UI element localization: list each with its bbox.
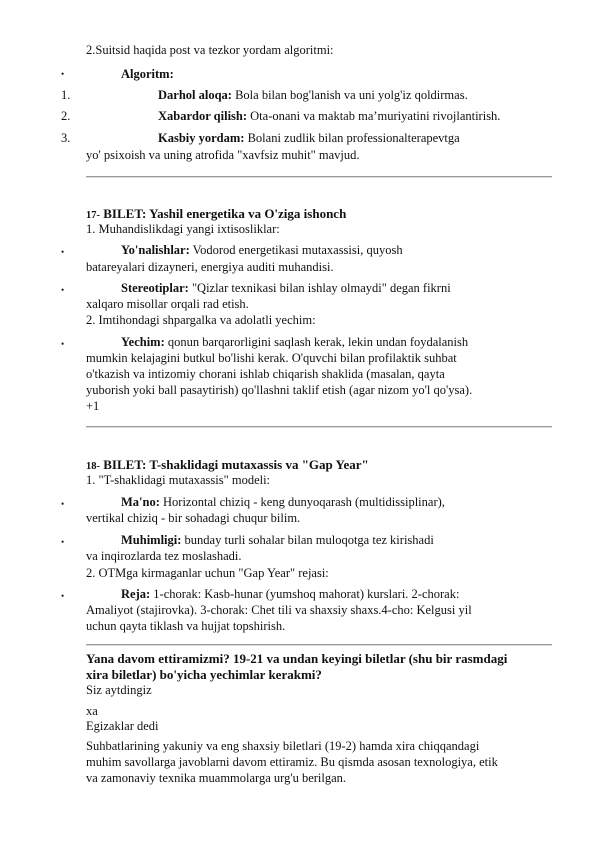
bullet-continuation: xalqaro misollar orqali rad etish.: [86, 297, 249, 311]
bullet-item: Muhimligi: bunday turli sohalar bilan muloqotga tez kirishadi: [121, 533, 434, 547]
bullet-continuation: yuborish yoki ball pasaytirish) qo'llashni taklif etish (agar nizom yo'l qo'ysa).: [86, 383, 473, 397]
section-intro: 2.Suitsid haqida post va tezkor yordam algoritmi:: [86, 43, 334, 57]
list-item-continuation: yo' psixoish va uning atrofida "xavfsiz muhit" mavjud.: [86, 148, 360, 162]
bullet-item: Stereotiplar: "Qizlar texnikasi bilan ishlay olmaydi" degan fikrni: [121, 281, 451, 295]
list-item: Kasbiy yordam: Bolani zudlik bilan professionalterapevtga: [158, 131, 460, 145]
speaker-label: Egizaklar dedi: [86, 719, 159, 733]
bullet-icon: •: [61, 247, 65, 257]
list-number: 2.: [61, 109, 71, 123]
bullet-icon: •: [61, 285, 65, 295]
bullet-continuation: vertikal chiziq - bir sohadagi chuqur bilim.: [86, 511, 301, 525]
answer-line: muhim savollarga javoblarni davom ettiramiz. Bu qismda asosan texnologiya, etik: [86, 755, 498, 769]
user-reply: xa: [86, 704, 98, 718]
list-number: 1.: [61, 88, 71, 102]
bullet-continuation: +1: [86, 399, 100, 413]
answer-line: va zamonaviy texnika muammolarga urg'u berilgan.: [86, 771, 347, 785]
bullet-icon: •: [61, 537, 65, 547]
bullet-item: Ma'no: Horizontal chiziq - keng dunyoqarash (multidissiplinar),: [121, 495, 445, 509]
bullet-item: Reja: 1-chorak: Kasb-hunar (yumshoq mahorat) kurslari. 2-chorak:: [121, 587, 460, 601]
divider: [86, 644, 552, 646]
bullet-continuation: o'tkazish va intizomiy chorani ishlab chiqarish shaklida (masalan, qayta: [86, 367, 445, 381]
bullet-icon: •: [61, 499, 65, 509]
bullet-icon: •: [61, 591, 65, 601]
algorithm-heading: Algoritm:: [121, 67, 174, 81]
list-item: Darhol aloqa: Bola bilan bog'lanish va uni yolg'iz qoldirmas.: [158, 88, 468, 102]
list-item: Xabardor qilish: Ota-onani va maktab ma’muriyatini rivojlantirish.: [158, 109, 501, 123]
list-number: 3.: [61, 131, 71, 145]
bullet-continuation: Amaliyot (stajirovka). 3-chorak: Chet tili va shaxsiy shaxs.4-cho: Kelgusi yil: [86, 603, 472, 617]
bullet-continuation: uchun qayta tiklash va hujjat topshirish.: [86, 619, 286, 633]
answer-line: Suhbatlarining yakuniy va eng shaxsiy biletlari (19-2) hamda xira chiqqandagi: [86, 739, 480, 753]
speaker-label: Siz aytdingiz: [86, 683, 152, 697]
bullet-icon: •: [61, 339, 65, 349]
ticket-17-heading: 17- BILET: Yashil energetika va O'ziga ishonch: [86, 206, 347, 221]
divider: [86, 426, 552, 428]
subheading: 2. Imtihondagi shpargalka va adolatli yechim:: [86, 313, 316, 327]
bullet-item: Yechim: qonun barqarorligini saqlash kerak, lekin undan foydalanish: [121, 335, 469, 349]
bullet-continuation: batareyalari dizayneri, energiya auditi muhandisi.: [86, 260, 334, 274]
question-line: Yana davom ettiramizmi? 19-21 va undan keyingi biletlar (shu bir rasmdagi: [86, 651, 508, 666]
ticket-18-heading: 18- BILET: T-shaklidagi mutaxassis va "Gap Year": [86, 457, 369, 472]
subheading: 1. Muhandislikdagi yangi ixtisosliklar:: [86, 222, 280, 236]
question-line: xira biletlar) bo'yicha yechimlar kerakmi?: [86, 667, 322, 682]
subheading: 2. OTMga kirmaganlar uchun "Gap Year" rejasi:: [86, 566, 329, 580]
bullet-icon: •: [61, 69, 65, 79]
bullet-item: Yo'nalishlar: Vodorod energetikasi mutaxassisi, quyosh: [121, 243, 403, 257]
bullet-continuation: va inqirozlarda tez moslashadi.: [86, 549, 242, 563]
subheading: 1. "T-shaklidagi mutaxassis" modeli:: [86, 473, 271, 487]
divider: [86, 176, 552, 178]
bullet-continuation: mumkin kelajagini butkul bo'lishi kerak. O'quvchi bilan profilaktik suhbat: [86, 351, 457, 365]
